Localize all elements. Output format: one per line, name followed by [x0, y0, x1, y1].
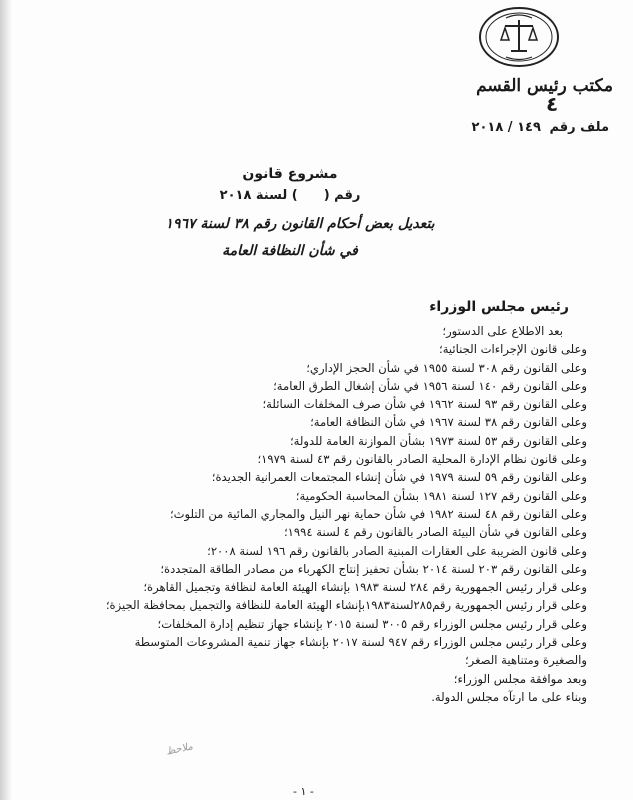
preamble-line: وعلى قانون الإجراءات الجنائية؛	[439, 342, 587, 357]
draft-law-title: مشروع قانون	[242, 166, 338, 182]
preamble-line: وعلى قرار رئيس الجمهورية رقم ٢٨٤ لسنة ١٩٨٣ بإنشاء الهيئة العامة لنظافة وتجميل القاهرة؛	[143, 580, 587, 595]
preamble-line: وعلى القانون في شأن البيئة الصادر بالقانون رقم ٤ لسنة ١٩٩٤؛	[283, 525, 587, 540]
file-number-label: ملف رقم	[549, 120, 609, 135]
preamble-line: وعلى القانون رقم ٥٣ لسنة ١٩٧٣ بشأن الموازنة العامة للدولة؛	[289, 433, 587, 448]
scan-edge-shadow	[0, 0, 12, 800]
file-number	[472, 120, 609, 135]
preamble-line: وعلى قرار رئيس الجمهورية رقم٢٨٥لسنة١٩٨٣بإنشاء الهيئة العامة للنظافة والتجميل بمحافظة الجيزة؛	[105, 598, 587, 613]
preamble-line: وعلى قانون نظام الإدارة المحلية الصادر بالقانون رقم ٤٣ لسنة ١٩٧٩؛	[257, 452, 587, 467]
law-number-suffix: ) لسنة ٢٠١٨	[219, 188, 298, 203]
preamble-line: وعلى القانون رقم ١٢٧ لسنة ١٩٨١ بشأن المحاسبة الحكومية؛	[295, 488, 587, 503]
state-council-seal-icon	[478, 6, 560, 68]
preamble-line: بعد الاطلاع على الدستور؛	[442, 324, 563, 338]
preamble-line: وعلى القانون رقم ٥٩ لسنة ١٩٧٩ في شأن إنشاء المجتمعات العمرانية الجديدة؛	[211, 470, 587, 485]
page-number: - ١ -	[293, 785, 314, 798]
law-number	[130, 188, 450, 203]
law-subject-line2: في شأن النظافة العامة	[222, 243, 358, 259]
preamble-line: والصغيرة ومتناهية الصغر؛	[465, 653, 587, 668]
preamble-line: وبناء على ما ارتآه مجلس الدولة.	[431, 689, 587, 704]
preamble-line: وعلى القانون رقم ٢٠٣ لسنة ٢٠١٤ بشأن تحفيز إنتاج الكهرباء من مصادر الطاقة المتجددة؛	[160, 561, 587, 576]
handwritten-signature: ملاحظ	[165, 741, 194, 758]
body-heading: رئيس مجلس الوزراء	[429, 299, 569, 315]
preamble-body	[47, 322, 587, 706]
preamble-line: وعلى القانون رقم ٣٠٨ لسنة ١٩٥٥ في شأن الحجز الإداري؛	[306, 360, 587, 375]
preamble-line: وعلى القانون رقم ٩٣ لسنة ١٩٦٢ في شأن صرف المخلفات السائلة؛	[262, 397, 587, 412]
law-subject-line1: بتعديل بعض أحكام القانون رقم ٣٨ لسنة ١٩٦٧	[165, 216, 435, 232]
preamble-line: وعلى قرار رئيس مجلس الوزراء رقم ٣٠٠٥ لسنة ٢٠١٥ بإنشاء جهاز تنظيم إدارة المخلفات؛	[157, 616, 587, 631]
preamble-line: وعلى قرار رئيس مجلس الوزراء رقم ٩٤٧ لسنة ٢٠١٧ بإنشاء جهاز تنمية المشروعات المتوسطة	[134, 635, 587, 650]
file-number-value: ١٤٩ / ٢٠١٨	[471, 120, 541, 135]
office-title: مكتب رئيس القسم	[476, 76, 613, 96]
preamble-line: وعلى القانون رقم ١٤٠ لسنة ١٩٥٦ في شأن إشغال الطرق العامة؛	[273, 378, 587, 393]
preamble-line: وعلى قانون الضريبة على العقارات المبنية الصادر بالقانون رقم ١٩٦ لسنة ٢٠٠٨؛	[207, 543, 587, 558]
preamble-line: وبعد موافقة مجلس الوزراء؛	[453, 671, 587, 686]
preamble-line: وعلى القانون رقم ٣٨ لسنة ١٩٦٧ في شأن النظافة العامة؛	[310, 415, 587, 430]
law-number-prefix: رقم (	[323, 188, 361, 203]
handwritten-mark: ٤	[546, 92, 559, 116]
preamble-line: وعلى القانون رقم ٤٨ لسنة ١٩٨٢ في شأن حماية نهر النيل والمجاري المائية من التلوث؛	[169, 506, 587, 521]
